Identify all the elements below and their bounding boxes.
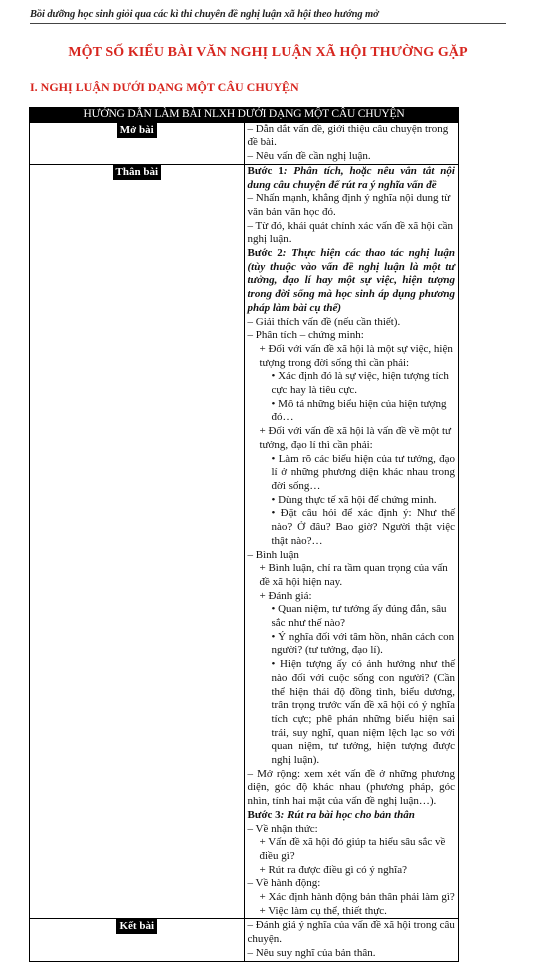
- list-item: • Ý nghĩa đối với tâm hồn, nhân cách con người? (tư tưởng, đạo lí).: [271, 630, 455, 657]
- step-3-heading: [248, 809, 456, 823]
- table-header-row: [30, 108, 459, 123]
- step-1-heading: [248, 165, 456, 192]
- mo-bai-content: [244, 122, 459, 164]
- list-item: + Đối với vấn đề xã hội là một sự việc, hiện tượng trong đời sống thì cần phải:: [259, 342, 453, 369]
- list-item: – Phân tích – chứng minh:: [247, 329, 364, 342]
- step-1-prefix: Bước 1: [247, 164, 284, 177]
- list-item: – Nêu vấn đề cần nghị luận.: [247, 150, 371, 163]
- ket-bai-label-cell: [30, 919, 245, 961]
- mo-bai-label-cell: [30, 122, 245, 164]
- list-item: – Từ đó, khái quát chính xác vấn đề xã hội cần nghị luận.: [247, 219, 454, 246]
- list-item: + Việc làm cụ thể, thiết thực.: [259, 904, 387, 917]
- list-item: – Mở rộng: xem xét vấn đề ở những phương diện, góc độ khác nhau (phương pháp, góc nhìn, tính hai mặt của vấn đề nghị luận…).: [247, 767, 455, 808]
- list-item: + Xác định hành động bản thân phải làm gì?: [259, 891, 455, 904]
- list-item: + Bình luận, chỉ ra tầm quan trọng của vấn đề xã hội hiện nay.: [259, 562, 448, 588]
- list-item: + Đánh giá:: [259, 589, 312, 602]
- step-3-prefix: Bước 3: [247, 808, 281, 821]
- step-2-title: : Thực hiện các thao tác nghị luận (tùy thuộc vào vấn đề nghị luận là một tư tưởng, đạo lí hay một sự việc, hiện tượng trong đời sống mà học sinh áp dụng phương pháp làm bài cụ thể): [247, 247, 456, 314]
- page-title: MỘT SỐ KIỂU BÀI VĂN NGHỊ LUẬN XÃ HỘI THƯỜNG GẶP: [68, 45, 468, 60]
- step-1-title: : Phân tích, hoặc nêu vắn tắt nội dung câu chuyện để rút ra ý nghĩa vấn đề: [247, 164, 455, 191]
- section-heading: I. NGHỊ LUẬN DƯỚI DẠNG MỘT CÂU CHUYỆN: [30, 80, 299, 94]
- list-item: – Giải thích vấn đề (nếu cần thiết).: [247, 315, 401, 328]
- list-item: – Về hành động:: [247, 877, 321, 890]
- ket-bai-label: Kết bài: [116, 919, 157, 934]
- step-2-prefix: Bước 2: [247, 247, 283, 260]
- running-header: Bồi dưỡng học sinh giỏi qua các kì thi chuyên đề nghị luận xã hội theo hướng mở: [30, 9, 506, 24]
- list-item: • Đặt câu hỏi để xác định ý: Như thế nào? Ở đâu? Bao giờ? Người thật việc thật nào?…: [271, 507, 455, 547]
- than-bai-label: Thân bài: [113, 165, 162, 180]
- list-item: • Xác định đó là sự việc, hiện tượng tích cực hay là tiêu cực.: [271, 370, 449, 397]
- step-3-title: : Rút ra bài học cho bản thân: [280, 808, 415, 821]
- list-item: – Bình luận: [247, 548, 299, 561]
- ket-bai-content: [244, 919, 459, 961]
- list-item: • Hiện tượng ấy có ảnh hưởng như thế nào đối với cuộc sống con người? (Cần thể hiện thái độ đồng tình, biểu dương, trân trọng trước vấn đề xã hội có ý nghĩa tích cực; phê phán những biểu hiện sai trái, suy nghĩ, quan niệm lệch lạc so với quan niệm, tư tưởng, hiện tượng được nghị luận).: [271, 658, 455, 767]
- than-bai-label-cell: [30, 164, 245, 919]
- list-item: • Dùng thực tế xã hội để chứng minh.: [271, 493, 437, 506]
- list-item: • Mô tả những biểu hiện của hiện tượng đó…: [271, 397, 447, 424]
- mo-bai-label: Mở bài: [117, 123, 157, 138]
- guide-table: [29, 107, 459, 962]
- list-item: • Làm rõ các biểu hiện của tư tưởng, đạo lí ở những phương diện khác nhau trong đời sống…: [271, 452, 455, 492]
- than-bai-content: [244, 164, 459, 919]
- list-item: + Rút ra được điều gì có ý nghĩa?: [259, 863, 408, 876]
- list-item: – Nhấn mạnh, khẳng định ý nghĩa nội dung từ văn bản văn học đó.: [247, 192, 451, 218]
- list-item: – Đánh giá ý nghĩa của vấn đề xã hội trong câu chuyện.: [247, 919, 455, 946]
- step-2-heading: [248, 247, 456, 316]
- list-item: + Đối với vấn đề xã hội là vấn đề về một tư tưởng, đạo lí thì cần phải:: [259, 425, 451, 451]
- list-item: + Vấn đề xã hội đó giúp ta hiểu sâu sắc về điều gì?: [259, 836, 446, 862]
- than-bai-row: [30, 164, 459, 919]
- mo-bai-row: [30, 122, 459, 164]
- ket-bai-row: [30, 919, 459, 961]
- list-item: – Về nhận thức:: [247, 822, 318, 835]
- list-item: • Quan niệm, tư tưởng ấy đúng đắn, sâu sắc như thế nào?: [271, 603, 447, 630]
- list-item: – Nêu suy nghĩ của bản thân.: [247, 946, 376, 959]
- table-heading: HƯỚNG DẪN LÀM BÀI NLXH DƯỚI DẠNG MỘT CÂU CHUYỆN: [30, 108, 459, 123]
- list-item: – Dẫn dắt vấn đề, giới thiệu câu chuyện trong đề bài.: [247, 122, 449, 149]
